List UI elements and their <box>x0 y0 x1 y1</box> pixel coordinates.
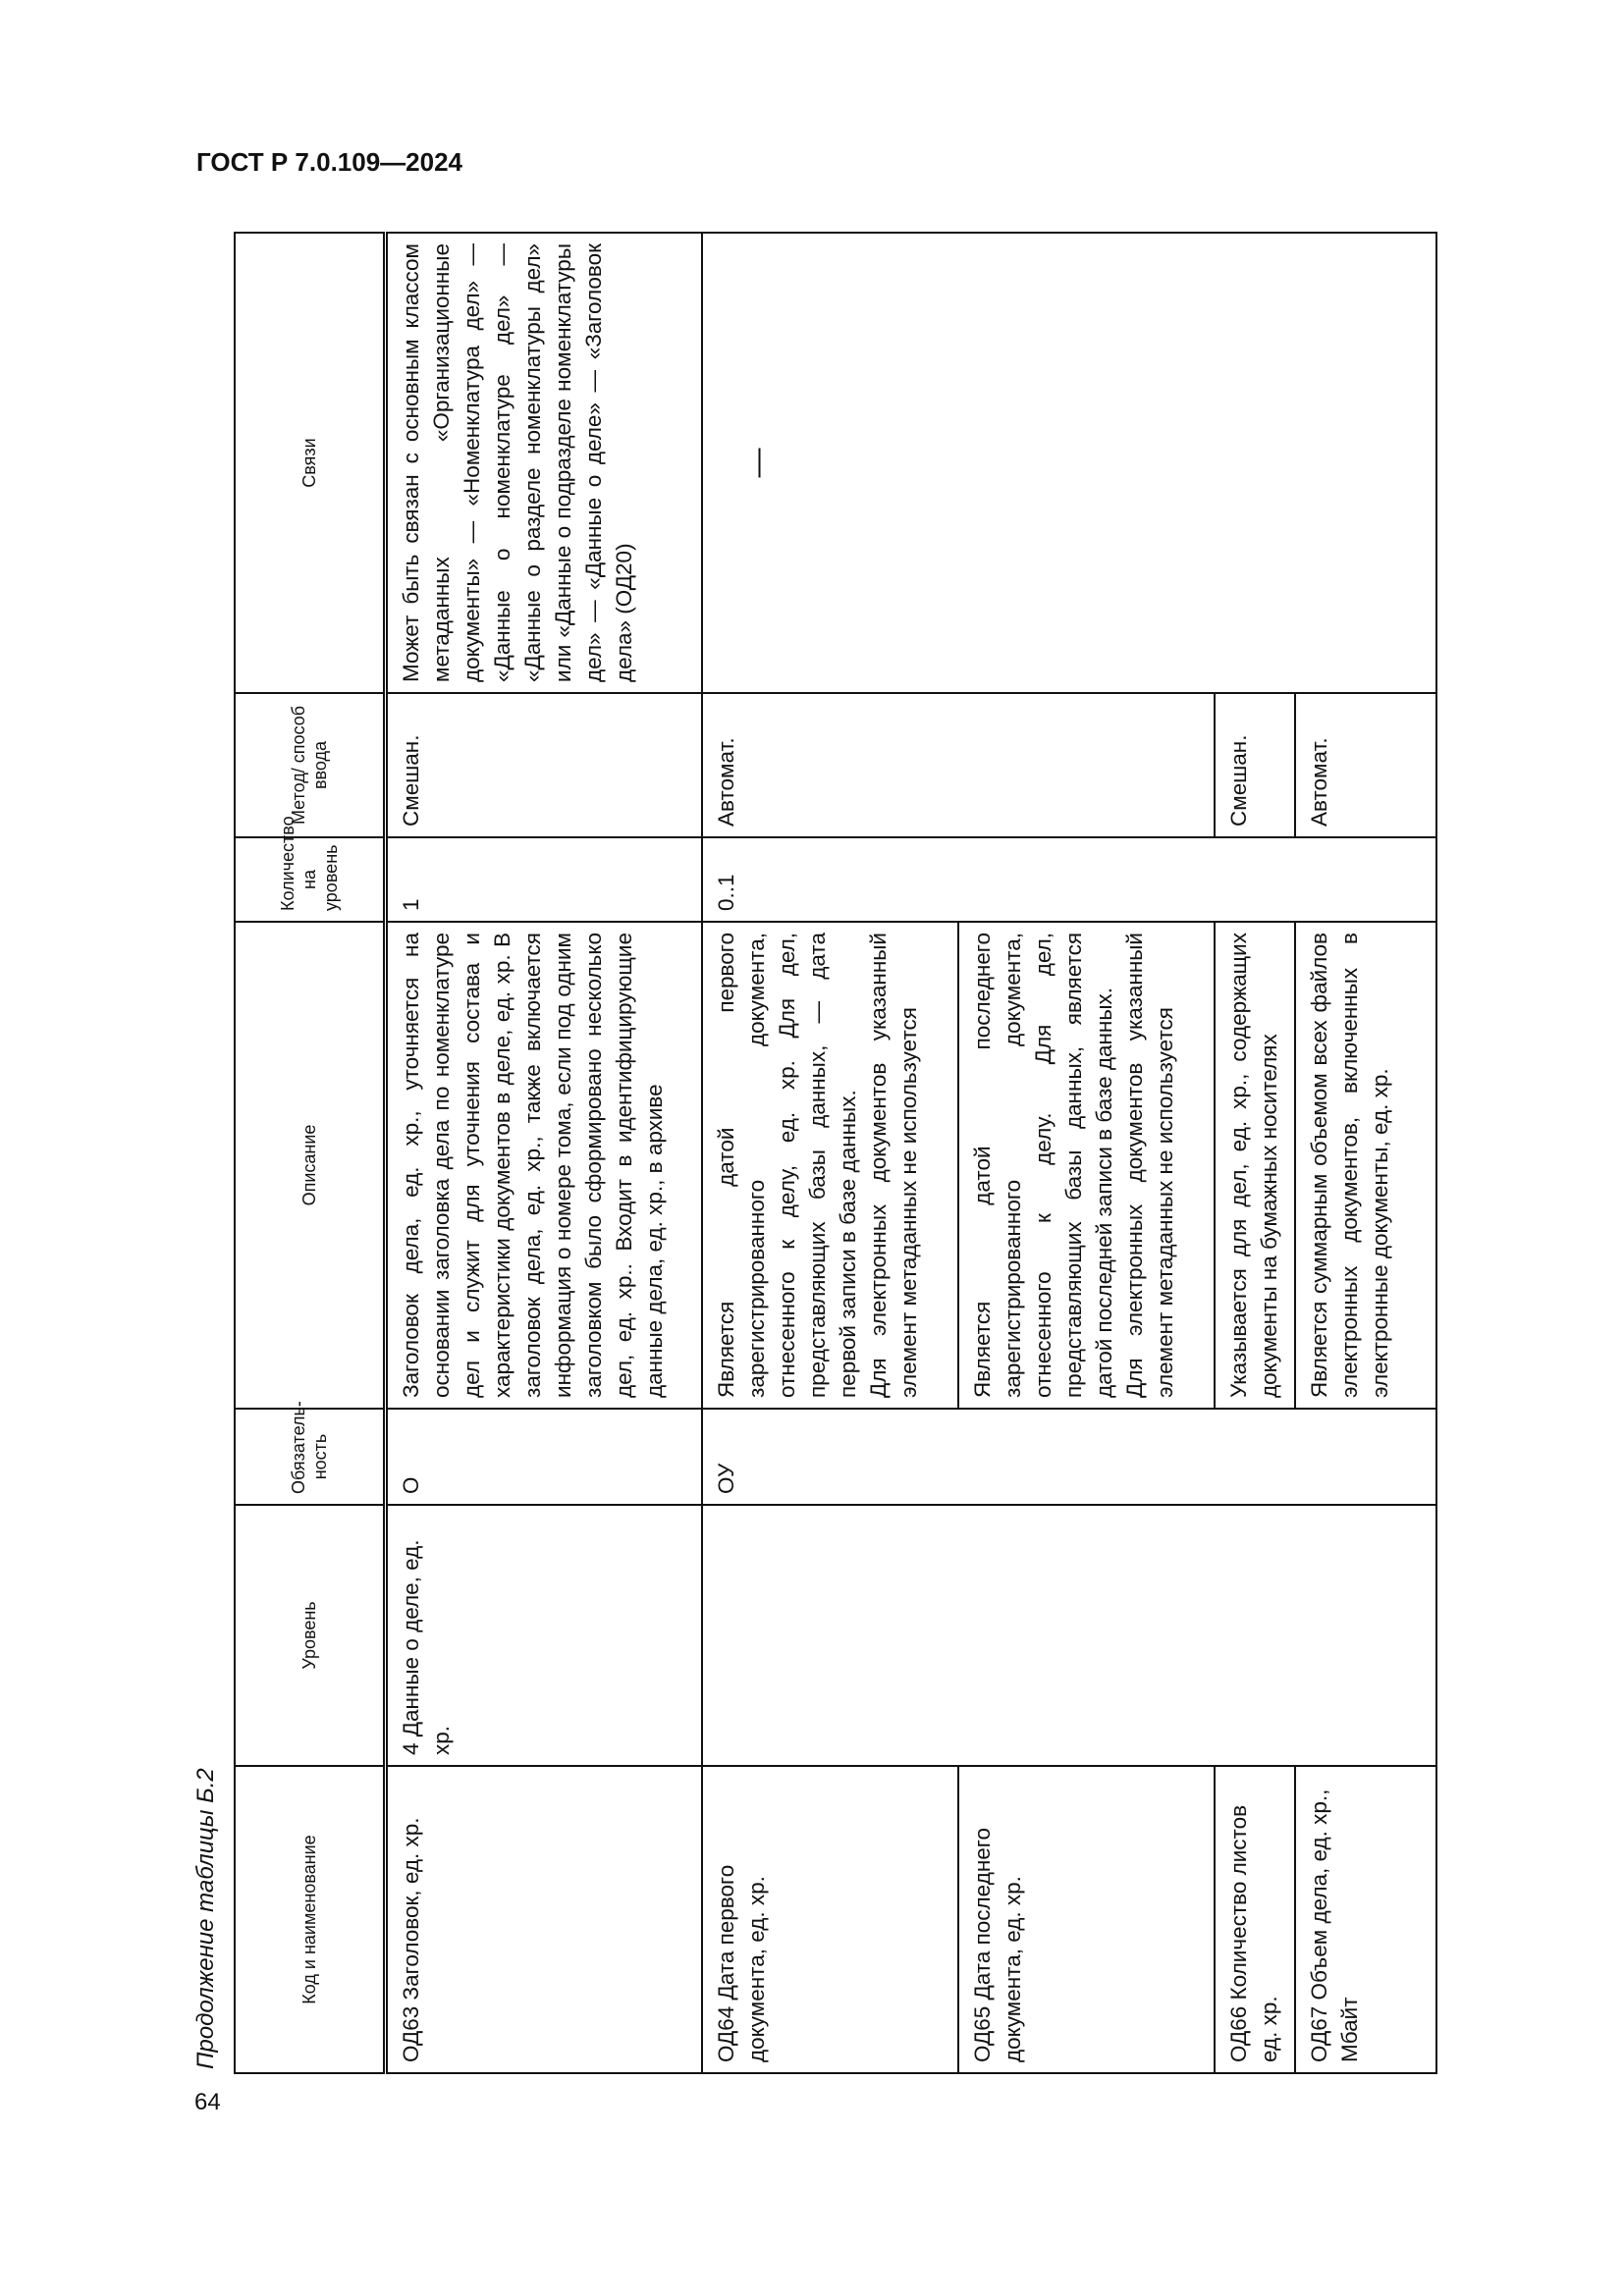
description-text: Является датой первого зарегистрированного документа, отнесенного к делу, ед. хр. Для дел, представляющих базы данных, — дата первой записи в базе данных. <box>714 933 860 1398</box>
cell-count: 0..1 <box>702 837 1436 922</box>
cell-description: Указывается для дел, ед. хр., содержащих документы на бумажных носителях <box>1215 922 1295 1409</box>
table-row <box>702 233 958 2073</box>
cell-links: Может быть связан с основным классом метаданных «Организационные документы» — «Номенклатура дел» — «Данные о номенклатуре дел» — «Данные о разделе номенклатуры дел» или «Данные о подразделе номенклатуры дел» — «Данные о деле» — «Заголовок дела» (ОД20) <box>385 233 702 693</box>
cell-code: ОД67 Объем дела, ед. хр., Мбайт <box>1295 1766 1436 2073</box>
cell-description: Заголовок дела, ед. хр., уточняется на основании заголовка дела по номенклатуре дел и служит для уточнения состава и характеристики документов в деле, ед. хр. В заголовок дела, ед. хр., также включается информация о номере тома, если под одним заголовком было сформировано несколько дел, ед. хр.. Входит в идентифицирующие данные дела, ед. хр., в архиве <box>385 922 702 1409</box>
page-number: 64 <box>194 2089 221 2115</box>
cell-description: Является суммарным объемом всех файлов электронных документов, включенных в электронные документы, ед. хр. <box>1295 922 1436 1409</box>
cell-level <box>702 1505 1436 1766</box>
cell-description <box>958 922 1215 1409</box>
col-header-count: Количество на уровень <box>235 837 385 922</box>
cell-code: ОД66 Количество листов ед. хр. <box>1215 1766 1295 2073</box>
cell-links: — <box>702 233 1436 693</box>
cell-method: Смешан. <box>1215 693 1295 837</box>
description-text: Является датой последнего зарегистрированного документа, отнесенного к делу. Для дел, представляющих базы данных, является датой последней записи в базе данных. <box>970 933 1116 1398</box>
description-note: Для электронных документов указанный элемент метаданных не используется <box>866 933 921 1398</box>
cell-method: Автомат. <box>702 693 1215 837</box>
col-header-code: Код и наименование <box>235 1766 385 2073</box>
cell-count: 1 <box>385 837 702 922</box>
cell-code: ОД64 Дата первого документа, ед. хр. <box>702 1766 958 2073</box>
cell-obligation: ОУ <box>702 1409 1436 1505</box>
table-row <box>385 233 702 2073</box>
cell-code: ОД65 Дата последнего документа, ед. хр. <box>958 1766 1215 2073</box>
col-header-links: Связи <box>235 233 385 693</box>
col-header-description: Описание <box>235 922 385 1409</box>
col-header-method: Метод/ способ ввода <box>235 693 385 837</box>
cell-description <box>702 922 958 1409</box>
rotated-table-container <box>234 234 1435 2074</box>
col-header-obligation: Обязатель-ность <box>235 1409 385 1505</box>
cell-level: 4 Данные о деле, ед. хр. <box>385 1505 702 1766</box>
cell-method: Смешан. <box>385 693 702 837</box>
metadata-table <box>234 232 1437 2074</box>
description-note: Для электронных документов указанный элемент метаданных не используется <box>1122 933 1177 1398</box>
cell-obligation: О <box>385 1409 702 1505</box>
cell-method: Автомат. <box>1295 693 1436 837</box>
table-caption: Продолжение таблицы Б.2 <box>192 1768 219 2069</box>
col-header-level: Уровень <box>235 1505 385 1766</box>
cell-code: ОД63 Заголовок, ед. хр. <box>385 1766 702 2073</box>
table-header-row <box>235 233 385 2073</box>
document-code: ГОСТ Р 7.0.109—2024 <box>196 147 463 177</box>
